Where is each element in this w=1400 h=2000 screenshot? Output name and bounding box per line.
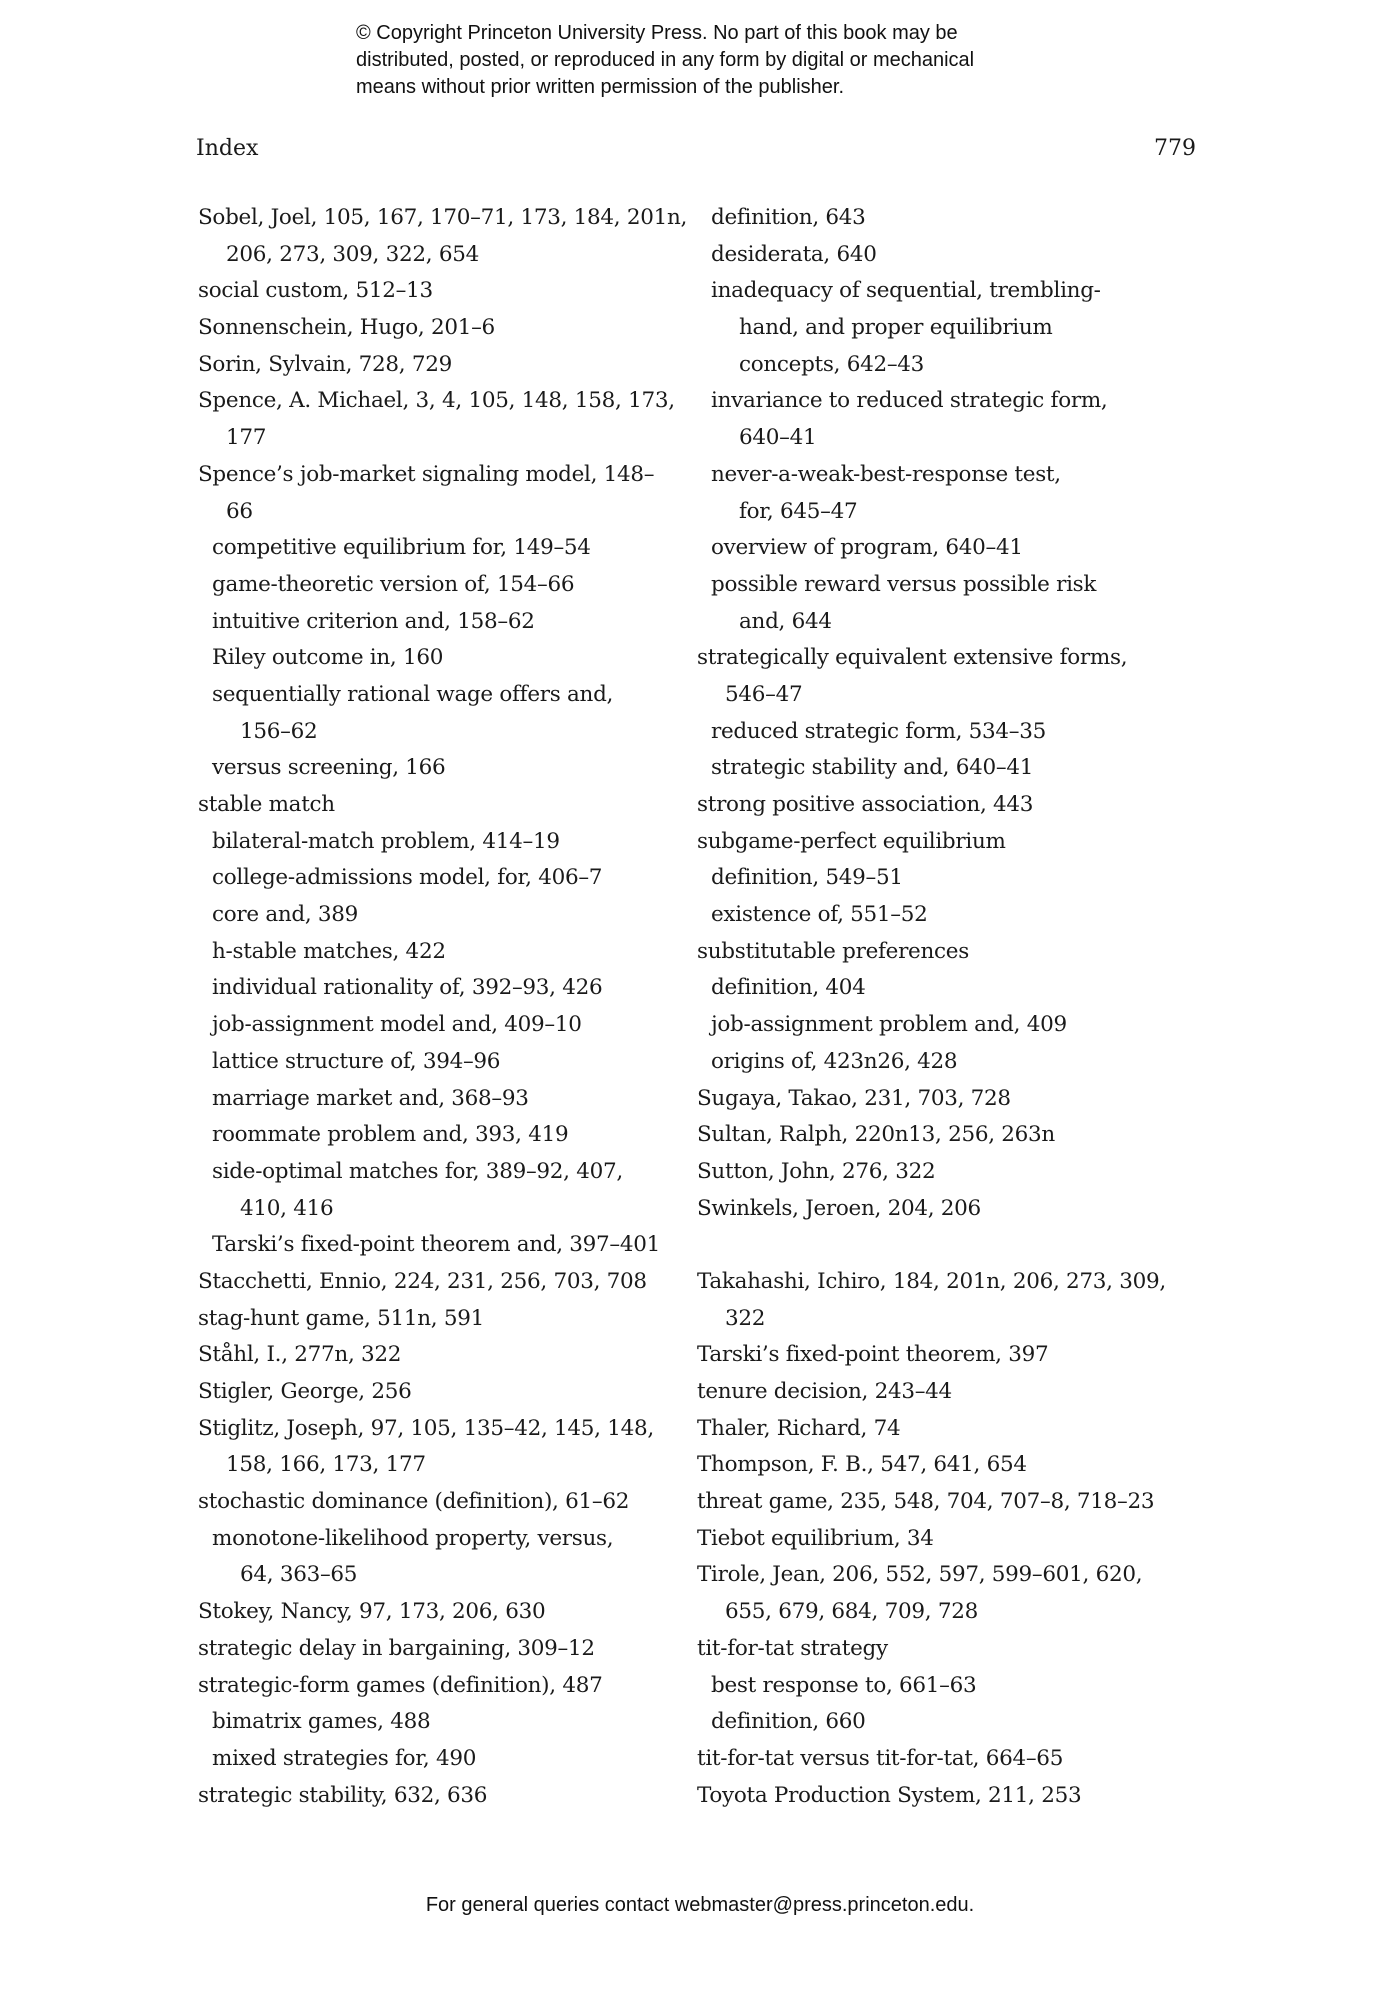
index-entry: Tirole, Jean, 206, 552, 597, 599–601, 620, <box>697 1562 1143 1588</box>
index-subentry: possible reward versus possible risk <box>711 571 1097 597</box>
index-entry: Swinkels, Jeroen, 204, 206 <box>697 1195 981 1221</box>
index-subentry: h-stable matches, 422 <box>212 938 446 964</box>
index-entry: subgame-perfect equilibrium <box>697 828 1006 854</box>
index-entry: stochastic dominance (definition), 61–62 <box>198 1489 630 1515</box>
index-entry: strategically equivalent extensive forms, <box>697 645 1128 671</box>
index-column-left <box>198 200 688 1814</box>
letter-group-spacer <box>697 1227 1157 1264</box>
copyright-line: distributed, posted, or reproduced in any form by digital or mechanical <box>356 49 975 71</box>
index-subentry: definition, 404 <box>711 975 866 1001</box>
index-subentry: lattice structure of, 394–96 <box>212 1048 501 1074</box>
index-subentry: best response to, 661–63 <box>711 1672 977 1698</box>
index-subentry: inadequacy of sequential, trembling- <box>711 278 1101 304</box>
index-entry: Stokey, Nancy, 97, 173, 206, 630 <box>198 1599 546 1625</box>
page-number: 779 <box>1154 136 1196 161</box>
index-subentry: definition, 660 <box>711 1709 866 1735</box>
index-subentry: game-theoretic version of, 154–66 <box>212 571 575 597</box>
index-entry-continuation: 322 <box>725 1305 766 1331</box>
index-subentry: desiderata, 640 <box>711 241 877 267</box>
index-entry: Spence’s job-market signaling model, 148– <box>198 461 655 487</box>
running-title: Index <box>196 136 259 161</box>
index-subentry: intuitive criterion and, 158–62 <box>212 608 535 634</box>
index-subentry: versus screening, 166 <box>212 755 446 781</box>
index-subentry: strategic stability and, 640–41 <box>711 755 1034 781</box>
index-entry: tit-for-tat versus tit-for-tat, 664–65 <box>697 1745 1064 1771</box>
index-subentry-continuation: 156–62 <box>240 718 318 744</box>
index-subentry: job-assignment model and, 409–10 <box>212 1012 582 1038</box>
index-subentry: existence of, 551–52 <box>711 902 928 928</box>
index-entry: strong positive association, 443 <box>697 792 1034 817</box>
index-entry: Stigler, George, 256 <box>198 1379 412 1404</box>
index-subentry: invariance to reduced strategic form, <box>711 388 1108 414</box>
index-subentry: never-a-weak-best-response test, <box>711 461 1061 487</box>
copyright-line: means without prior written permission of the publisher. <box>356 76 845 98</box>
index-subentry: mixed strategies for, 490 <box>212 1745 477 1771</box>
index-entry: Sonnenschein, Hugo, 201–6 <box>198 315 495 341</box>
index-entry: social custom, 512–13 <box>198 278 433 304</box>
index-subentry-continuation: 640–41 <box>739 425 817 451</box>
index-subentry: sequentially rational wage offers and, <box>212 681 614 707</box>
running-head <box>196 136 1196 166</box>
index-subentry: job-assignment problem and, 409 <box>711 1012 1067 1038</box>
index-entry: Ståhl, I., 277n, 322 <box>198 1342 402 1368</box>
index-subentry: Riley outcome in, 160 <box>212 645 444 671</box>
index-subentry: overview of program, 640–41 <box>711 535 1023 561</box>
copyright-notice <box>356 20 1076 101</box>
index-subentry: roommate problem and, 393, 419 <box>212 1122 569 1148</box>
index-entry: Sultan, Ralph, 220n13, 256, 263n <box>697 1122 1055 1148</box>
index-entry-continuation: 206, 273, 309, 322, 654 <box>226 241 479 267</box>
index-entry: Stacchetti, Ennio, 224, 231, 256, 703, 708 <box>198 1268 647 1294</box>
index-subentry-continuation: hand, and proper equilibrium <box>739 315 1053 341</box>
index-subentry-continuation: concepts, 642–43 <box>739 351 925 377</box>
index-subentry: marriage market and, 368–93 <box>212 1085 529 1111</box>
index-entry-continuation: 66 <box>226 498 253 524</box>
index-entry: Thompson, F. B., 547, 641, 654 <box>697 1452 1027 1478</box>
index-subentry: college-admissions model, for, 406–7 <box>212 865 603 891</box>
index-entry: Sobel, Joel, 105, 167, 170–71, 173, 184, 201n, <box>198 205 688 230</box>
index-entry-continuation: 546–47 <box>725 681 803 707</box>
index-subentry: origins of, 423n26, 428 <box>711 1048 958 1074</box>
index-subentry: bilateral-match problem, 414–19 <box>212 828 560 854</box>
index-entry: Tiebot equilibrium, 34 <box>697 1525 934 1551</box>
index-entry: tenure decision, 243–44 <box>697 1379 952 1404</box>
index-entry: stag-hunt game, 511n, 591 <box>198 1305 484 1331</box>
index-subentry: competitive equilibrium for, 149–54 <box>212 535 591 561</box>
index-subentry: bimatrix games, 488 <box>212 1709 431 1735</box>
index-entry: stable match <box>198 792 335 817</box>
index-entry: Sutton, John, 276, 322 <box>697 1158 936 1184</box>
index-subentry-continuation: 64, 363–65 <box>240 1562 358 1588</box>
index-entry-continuation: 177 <box>226 425 267 451</box>
index-subentry: Tarski’s fixed-point theorem and, 397–401 <box>212 1232 661 1258</box>
index-subentry: side-optimal matches for, 389–92, 407, <box>212 1158 623 1184</box>
index-entry: tit-for-tat strategy <box>697 1635 888 1661</box>
index-entry: strategic stability, 632, 636 <box>198 1782 488 1808</box>
footer-contact: For general queries contact webmaster@press.princeton.edu. <box>425 1894 975 1916</box>
index-entry: Tarski’s fixed-point theorem, 397 <box>697 1342 1049 1368</box>
index-subentry: reduced strategic form, 534–35 <box>711 718 1047 744</box>
index-subentry: monotone-likelihood property, versus, <box>212 1525 614 1551</box>
index-entry: Sugaya, Takao, 231, 703, 728 <box>697 1085 1011 1111</box>
index-subentry: definition, 549–51 <box>711 865 903 891</box>
index-entry: Toyota Production System, 211, 253 <box>697 1782 1082 1808</box>
index-entry: strategic-form games (definition), 487 <box>198 1672 603 1698</box>
index-entry: threat game, 235, 548, 704, 707–8, 718–23 <box>697 1489 1155 1515</box>
index-subentry: individual rationality of, 392–93, 426 <box>212 975 603 1001</box>
index-entry: Spence, A. Michael, 3, 4, 105, 148, 158, 173, <box>198 388 675 414</box>
index-entry-continuation: 158, 166, 173, 177 <box>226 1452 426 1478</box>
index-entry: Takahashi, Ichiro, 184, 201n, 206, 273, 309, <box>697 1268 1166 1294</box>
copyright-line: © Copyright Princeton University Press. No part of this book may be <box>356 22 958 44</box>
index-entry: Thaler, Richard, 74 <box>697 1415 901 1441</box>
index-subentry: definition, 643 <box>711 205 866 230</box>
index-subentry-continuation: and, 644 <box>739 608 832 634</box>
index-entry: strategic delay in bargaining, 309–12 <box>198 1635 595 1661</box>
index-entry: Stiglitz, Joseph, 97, 105, 135–42, 145, 148, <box>198 1415 654 1441</box>
index-entry-continuation: 655, 679, 684, 709, 728 <box>725 1599 978 1625</box>
index-entry: Sorin, Sylvain, 728, 729 <box>198 351 452 377</box>
index-entry: substitutable preferences <box>697 938 969 964</box>
index-subentry: core and, 389 <box>212 902 359 928</box>
index-subentry-continuation: for, 645–47 <box>739 498 858 524</box>
index-column-right <box>697 200 1166 1814</box>
index-subentry-continuation: 410, 416 <box>240 1195 334 1221</box>
